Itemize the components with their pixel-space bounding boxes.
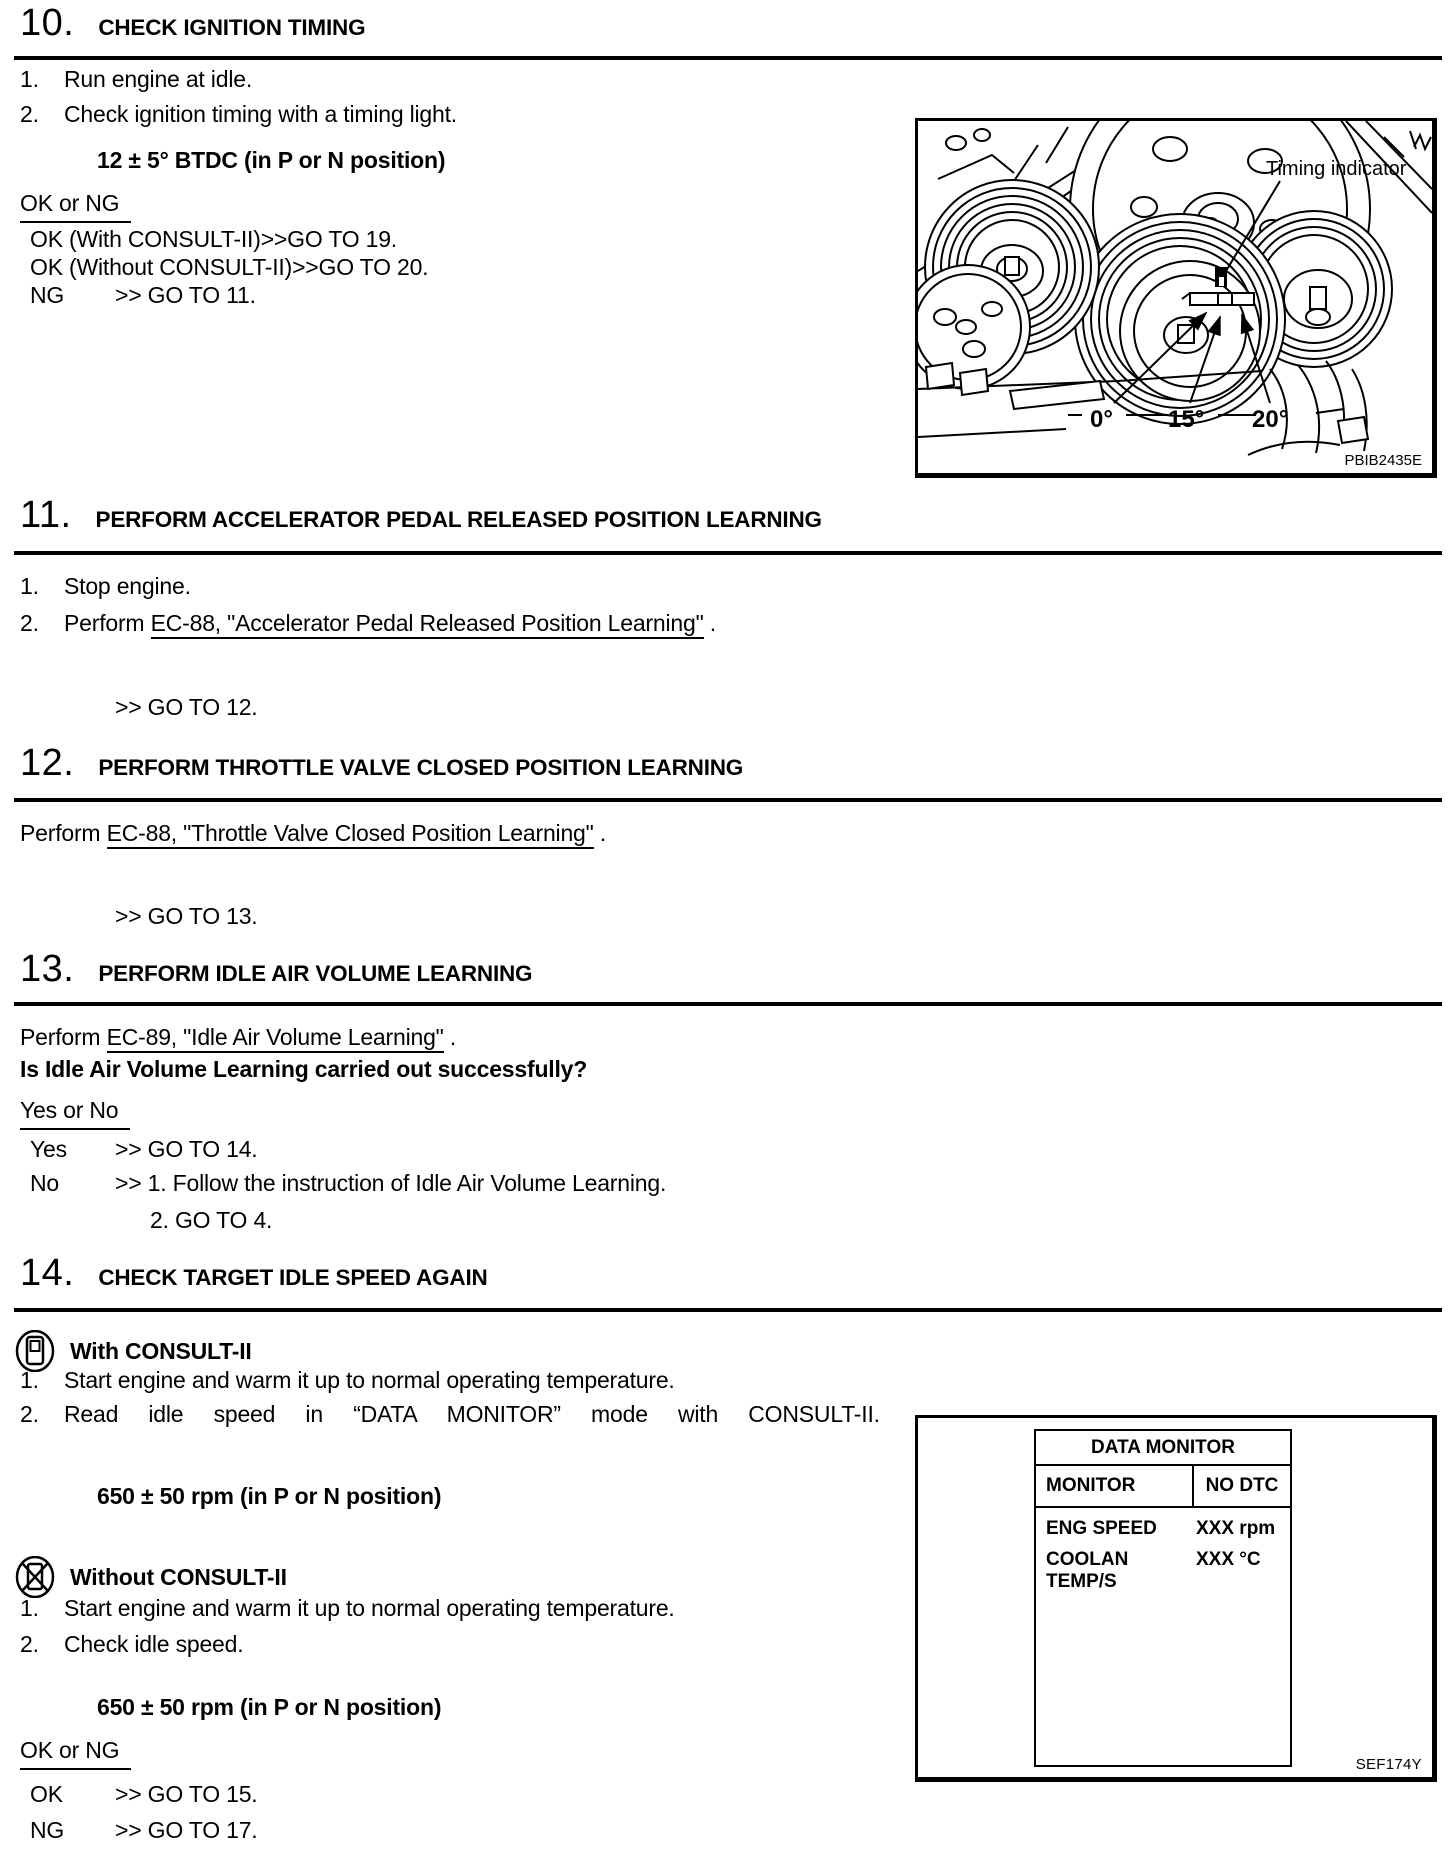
step-text: Check ignition timing with a timing light. <box>64 101 457 127</box>
no-dtc-column-label: NO DTC <box>1192 1466 1290 1506</box>
s10-result-ok-without: OK (Without CONSULT-II)>>GO TO 20. <box>30 254 429 280</box>
result-action: >> GO TO 15. <box>115 1781 258 1807</box>
step-text: Check idle speed. <box>64 1631 244 1657</box>
s14-decision-label: OK or NG <box>20 1737 131 1770</box>
s14-with-step-1 <box>20 1367 675 1395</box>
mark-0-label: 0° <box>1090 406 1113 433</box>
result-label: Yes <box>30 1136 67 1162</box>
ec-89-idle-air-link[interactable]: EC-89, "Idle Air Volume Learning" <box>107 1024 444 1053</box>
s10-step-1 <box>20 66 252 94</box>
section-10-title: CHECK IGNITION TIMING <box>98 15 366 40</box>
s10-result-ng <box>30 282 256 310</box>
monitor-param-label: COOLAN TEMP/S <box>1046 1549 1129 1592</box>
section-11-number: 11. <box>20 494 72 536</box>
para-text-suffix: . <box>593 820 606 846</box>
crankshaft-pulley <box>1075 214 1285 424</box>
s14-result-ok <box>30 1781 258 1809</box>
section-10-number: 10. <box>20 2 75 44</box>
section-11-rule <box>14 551 1442 555</box>
step-number: 2. <box>20 1401 39 1427</box>
section-14-number: 14. <box>20 1252 75 1294</box>
s10-step-2 <box>20 101 457 129</box>
para-text-suffix: . <box>443 1024 457 1050</box>
s14-with-spec-value: 650 ± 50 rpm (in P or N position) <box>97 1483 442 1509</box>
consult-ii-icon <box>14 1330 56 1372</box>
section-11-title: PERFORM ACCELERATOR PEDAL RELEASED POSITION LEARNING <box>95 507 822 532</box>
result-label: No <box>30 1170 60 1196</box>
section-13-header <box>20 948 532 991</box>
ec-88-accel-pedal-link[interactable]: EC-88, "Accelerator Pedal Released Position Learning" <box>151 610 704 639</box>
s10-spec-value: 12 ± 5° BTDC (in P or N position) <box>97 147 446 173</box>
s14-without-spec-value: 650 ± 50 rpm (in P or N position) <box>97 1694 442 1720</box>
no-consult-ii-icon <box>14 1556 56 1598</box>
mark-20-label: 20° <box>1252 406 1289 433</box>
monitor-column-label: MONITOR <box>1046 1475 1136 1496</box>
monitor-row-coolant-temp <box>1046 1549 1290 1593</box>
s12-action: >> GO TO 13. <box>115 903 258 929</box>
with-consult-label: With CONSULT-II <box>70 1337 252 1364</box>
section-14-rule <box>14 1308 1442 1312</box>
s13-result-no <box>30 1170 666 1198</box>
figure-code: PBIB2435E <box>1344 452 1422 469</box>
s10-decision-label: OK or NG <box>20 190 131 223</box>
data-monitor-title: DATA MONITOR <box>1034 1429 1292 1466</box>
s13-result-yes <box>30 1136 258 1164</box>
result-label: OK <box>30 1781 63 1807</box>
monitor-row-eng-speed <box>1046 1518 1290 1540</box>
step-number: 1. <box>20 66 39 92</box>
s11-step-1 <box>20 573 191 601</box>
s14-with-step-2 <box>20 1401 880 1429</box>
s14-without-step-1 <box>20 1595 675 1623</box>
step-text: Read idle speed in “DATA MONITOR” mode with CONSULT-II. <box>64 1401 880 1427</box>
s14-result-ng <box>30 1817 258 1845</box>
section-12-header <box>20 742 743 785</box>
section-13-title: PERFORM IDLE AIR VOLUME LEARNING <box>98 961 533 986</box>
monitor-param-value: XXX rpm <box>1196 1518 1276 1539</box>
engine-detail-top-right <box>1384 131 1431 157</box>
step-text: Start engine and warm it up to normal operating temperature. <box>64 1595 675 1621</box>
timing-indicator-label: Timing indicator <box>1266 158 1407 180</box>
section-12-number: 12. <box>20 742 75 784</box>
step-text: Perform <box>64 610 151 636</box>
section-10-rule <box>14 56 1442 60</box>
section-11-header <box>20 494 822 537</box>
engine-detail-top-left <box>938 127 1068 181</box>
without-consult-label: Without CONSULT-II <box>70 1563 287 1590</box>
section-12-title: PERFORM THROTTLE VALVE CLOSED POSITION LEARNING <box>98 755 744 780</box>
step-text: Start engine and warm it up to normal operating temperature. <box>64 1367 675 1393</box>
figure-code: SEF174Y <box>1355 1756 1422 1773</box>
consult-screen <box>1034 1429 1292 1767</box>
section-13-number: 13. <box>20 948 75 990</box>
s13-paragraph <box>20 1024 456 1052</box>
section-13-rule <box>14 1002 1442 1006</box>
para-text: Perform <box>20 820 107 846</box>
section-14-title: CHECK TARGET IDLE SPEED AGAIN <box>98 1265 488 1290</box>
figure-data-monitor <box>915 1415 1437 1782</box>
result-action: >> GO TO 17. <box>115 1817 258 1843</box>
step-number: 2. <box>20 101 39 127</box>
result-action: >> GO TO 11. <box>115 282 256 308</box>
result-action: >> GO TO 14. <box>115 1136 258 1162</box>
s13-decision-label: Yes or No <box>20 1097 130 1130</box>
step-number: 1. <box>20 1367 39 1393</box>
with-consult-row <box>14 1330 252 1372</box>
s13-question: Is Idle Air Volume Learning carried out successfully? <box>20 1056 588 1082</box>
s14-without-step-2 <box>20 1631 243 1659</box>
step-text-suffix: . <box>703 610 716 636</box>
s13-result-no-line2: 2. GO TO 4. <box>150 1207 273 1233</box>
s10-result-ok-with: OK (With CONSULT-II)>>GO TO 19. <box>30 226 397 252</box>
step-number: 2. <box>20 1631 39 1657</box>
step-number: 1. <box>20 573 39 599</box>
mark-15-label: 15° <box>1168 406 1205 433</box>
s11-step-2 <box>20 610 716 638</box>
section-14-header <box>20 1252 488 1295</box>
step-number: 1. <box>20 1595 39 1621</box>
result-label: NG <box>30 1817 65 1843</box>
s11-action: >> GO TO 12. <box>115 694 258 720</box>
monitor-param-label: ENG SPEED <box>1046 1518 1157 1539</box>
monitor-param-value: XXX °C <box>1196 1549 1261 1570</box>
section-12-rule <box>14 798 1442 802</box>
data-monitor-body <box>1034 1506 1292 1767</box>
s12-paragraph <box>20 820 606 848</box>
timing-figure-drawing <box>918 121 1432 473</box>
data-monitor-header-row <box>1034 1464 1292 1508</box>
step-text: Run engine at idle. <box>64 66 253 92</box>
step-number: 2. <box>20 610 39 636</box>
step-text: Stop engine. <box>64 573 191 599</box>
without-consult-row <box>14 1556 287 1598</box>
ec-88-throttle-valve-link[interactable]: EC-88, "Throttle Valve Closed Position Learning" <box>107 820 594 849</box>
figure-timing-indicator <box>915 118 1437 478</box>
section-10-header <box>20 2 365 45</box>
result-action: >> 1. Follow the instruction of Idle Air Volume Learning. <box>115 1170 667 1196</box>
para-text: Perform <box>20 1024 107 1050</box>
result-label: NG <box>30 282 65 308</box>
